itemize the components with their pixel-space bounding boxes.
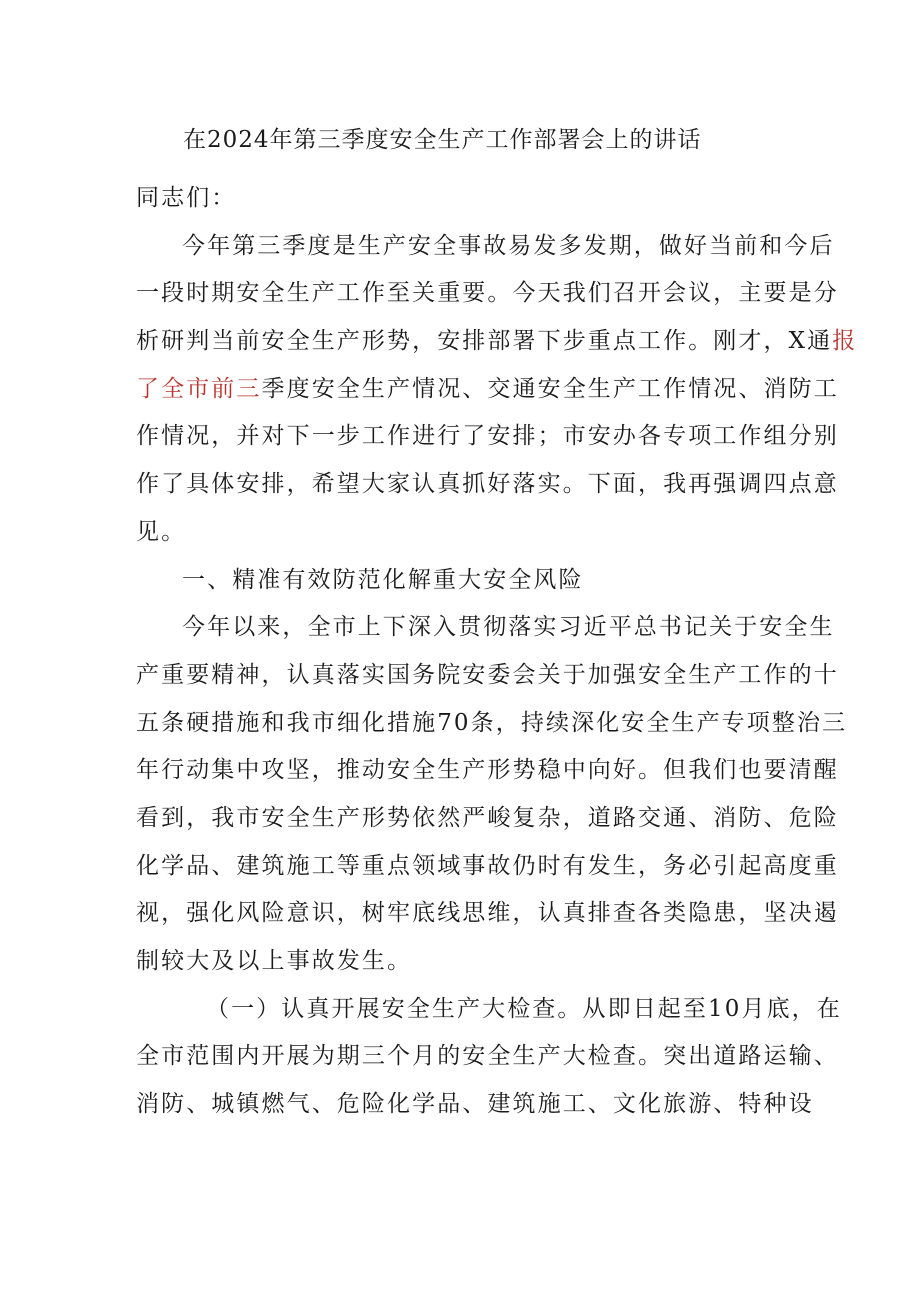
document-body xyxy=(136,175,858,1129)
section-heading: 一、精准有效防范化解重大安全风险 xyxy=(182,566,584,593)
paragraph-line: 全市范围内开展为期三个月的安全生产大检查。突出道路运输、 xyxy=(136,1043,839,1070)
paragraph-line: 视，强化风险意识，树牢底线思维，认真排查各类隐患，坚决遏 xyxy=(136,900,839,927)
highlighted-text: 报 xyxy=(832,328,858,355)
paragraph-line: 产重要精神，认真落实国务院安委会关于加强安全生产工作的十 xyxy=(136,661,839,688)
paragraph-line-text: 析研判当前安全生产形势，安排部署下步重点工作。刚才，X通 xyxy=(136,328,833,355)
subsection-line: （一）认真开展安全生产大检查。从即日起至10月底，在 xyxy=(206,995,842,1022)
paragraph-line: 看到，我市安全生产形势依然严峻复杂，道路交通、消防、危险 xyxy=(136,804,839,831)
paragraph-line: 作情况，并对下一步工作进行了安排；市安办各专项工作组分别 xyxy=(136,423,839,450)
paragraph-line: 化学品、建筑施工等重点领域事故仍时有发生，务必引起高度重 xyxy=(136,852,839,879)
document-title: 在2024年第三季度安全生产工作部署会上的讲话 xyxy=(183,127,702,153)
paragraph-line: 消防、城镇燃气、危险化学品、建筑施工、文化旅游、特种设 xyxy=(136,1091,814,1118)
greeting: 同志们： xyxy=(136,185,237,211)
paragraph-line-text: 季度安全生产情况、交通安全生产工作情况、消防工 xyxy=(261,375,839,402)
paragraph-line xyxy=(136,366,839,414)
paragraph-line: 制较大及以上事故发生。 xyxy=(136,948,413,974)
paragraph-line: 一段时期安全生产工作至关重要。今天我们召开会议，主要是分 xyxy=(136,280,839,307)
paragraph-line: 作了具体安排，希望大家认真抓好落实。下面，我再强调四点意 xyxy=(136,471,839,498)
paragraph-line xyxy=(136,318,858,366)
highlighted-text: 了全市前三 xyxy=(136,375,262,402)
paragraph-line: 五条硬措施和我市细化措施70条，持续深化安全生产专项整治三 xyxy=(136,709,848,736)
paragraph-line: 今年第三季度是生产安全事故易发多发期，做好当前和今后 xyxy=(182,232,835,259)
paragraph-line: 年行动集中攻坚，推动安全生产形势稳中向好。但我们也要清醒 xyxy=(136,757,839,784)
paragraph-line: 今年以来，全市上下深入贯彻落实习近平总书记关于安全生 xyxy=(182,614,835,641)
paragraph-line: 见。 xyxy=(136,518,187,545)
